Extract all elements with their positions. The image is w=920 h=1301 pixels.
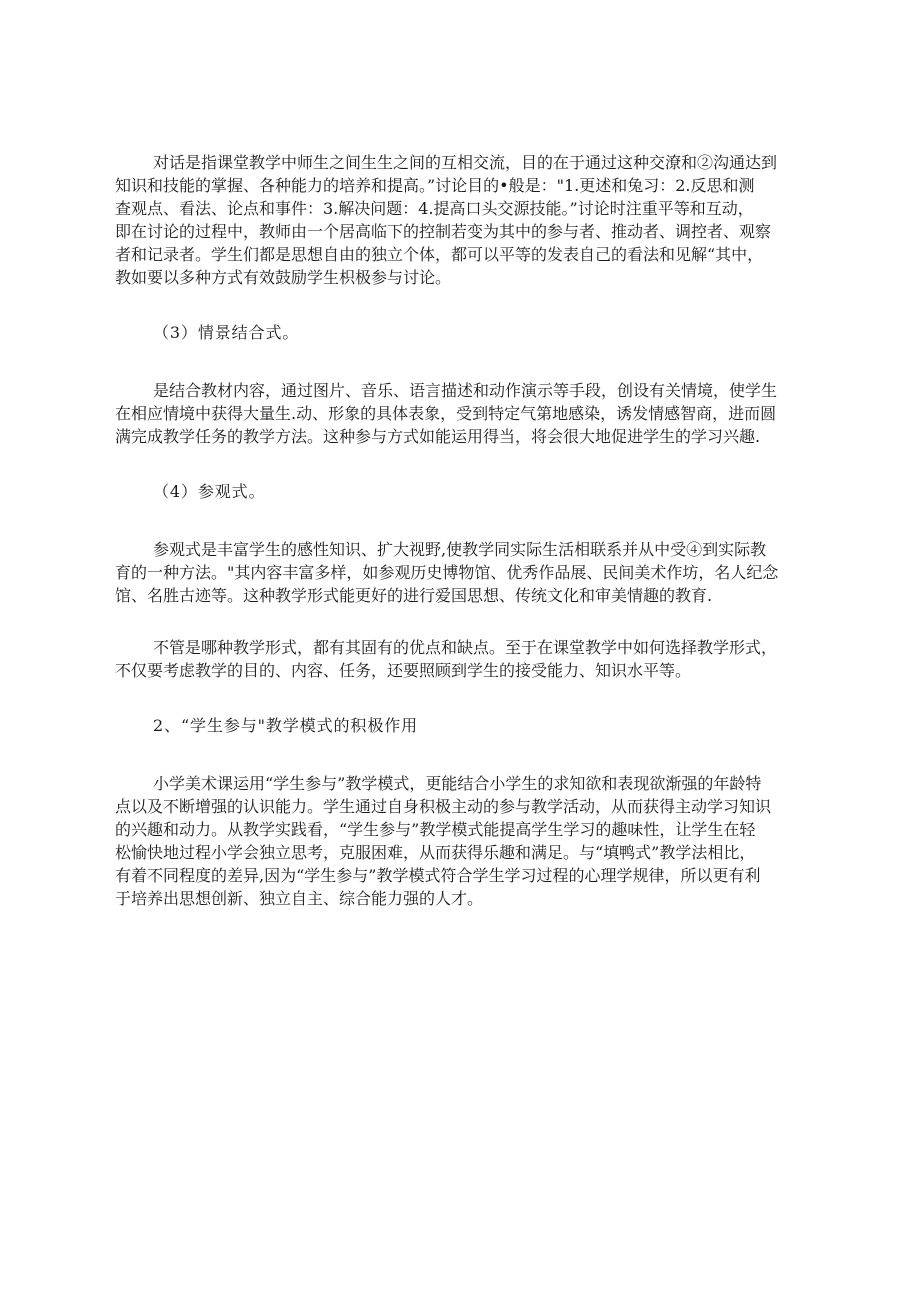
paragraph-dialogue — [115, 150, 815, 288]
section-heading-visit: （4）参观式。 — [153, 482, 266, 501]
text-line: 于培养出思想创新、独立自主、综合能力强的人才。 — [115, 889, 484, 908]
text-line: 查观点、看法、论点和事件：3.解决问题：4.提高口头交源技能。”讨论时注重平等和互动， — [115, 199, 754, 218]
document-body — [115, 150, 815, 909]
paragraph-visit — [115, 537, 815, 606]
text-line: 参观式是丰富学生的感性知识、扩大视野,使教学同实际生活相联系并从中受④到实际教 — [153, 540, 767, 559]
text-line: 点以及不断增强的认识能力。学生通过自身积极主动的参与教学活动，从而获得主动学习知识 — [115, 797, 772, 816]
text-line: 满完成教学任务的教学方法。这种参与方式如能运用得当，将会很大地促进学生的学习兴趣. — [115, 427, 761, 446]
text-line: 是结合教材内容，通过图片、音乐、语言描述和动作演示等手段，创设有关情境，使学生 — [153, 381, 778, 400]
text-line: 育的一种方法。"其内容丰富多样，如参观历史博物馆、优秀作品展、民间美术作坊，名人纪念 — [115, 563, 779, 582]
text-line: 不仅要考虑教学的目的、内容、任务，还要照顾到学生的接受能力、知识水平等。 — [115, 661, 692, 680]
text-line: 即在讨论的过程中，教师由一个居高临下的控制若变为其中的参与者、推动者、调控者、观察 — [115, 222, 772, 241]
text-line: 教如要以多种方式有效鼓励学生枳极参与讨论。 — [115, 268, 452, 287]
text-line: 对话是指课堂教学中师生之间生生之间的互相交流，目的在于通过这种交潦和②沟通达到 — [153, 153, 778, 172]
text-line: 不管是哪种教学形式，都有其固有的优点和缺点。至于在课堂教学中如何选择教学形式， — [153, 638, 778, 657]
paragraph-student-participation — [115, 771, 815, 909]
section-heading-situational: （3）情景结合式。 — [153, 323, 300, 342]
text-line: 小学美术课运用“学生参与”教学模式，更能结合小学生的求知欲和表现欲渐强的年龄特 — [153, 774, 762, 793]
text-line: 松愉快地过程小学会独立思考，克服困难，从而获得乐趣和满足。与“填鸭式”教学法相比， — [115, 843, 756, 862]
text-line: 有着不同程度的差异,因为“学生参与”教学模式符合学生学习过程的心理学规律，所以更有利 — [115, 866, 761, 885]
paragraph-situational — [115, 378, 815, 447]
paragraph-teaching-forms — [115, 635, 815, 681]
text-line: 在相应情境中获得大量生.动、形象的具体表象，受到特定气第地感染，诱发情感智商，进而圆 — [115, 404, 777, 423]
text-line: 者和记录者。学生们都是思想自由的独立个体，都可以平等的发表自己的看法和见解“其中， — [115, 245, 764, 264]
section-heading-student-participation: 2、“学生参与"教学模式的积极作用 — [153, 716, 419, 735]
text-line: 馆、名胜古迹等。这种教学形式能更好的进行爱国思想、传统文化和审美情趣的教育. — [115, 586, 713, 605]
text-line: 知识和技能的掌握、各种能力的培养和提高。”讨论目的•般是："1.更述和兔习：2.反思和测 — [115, 176, 755, 195]
text-line: 的兴趣和动力。从教学实践看，“学生参与”教学模式能提高学生学习的趣味性，让学生在轻 — [115, 820, 756, 839]
